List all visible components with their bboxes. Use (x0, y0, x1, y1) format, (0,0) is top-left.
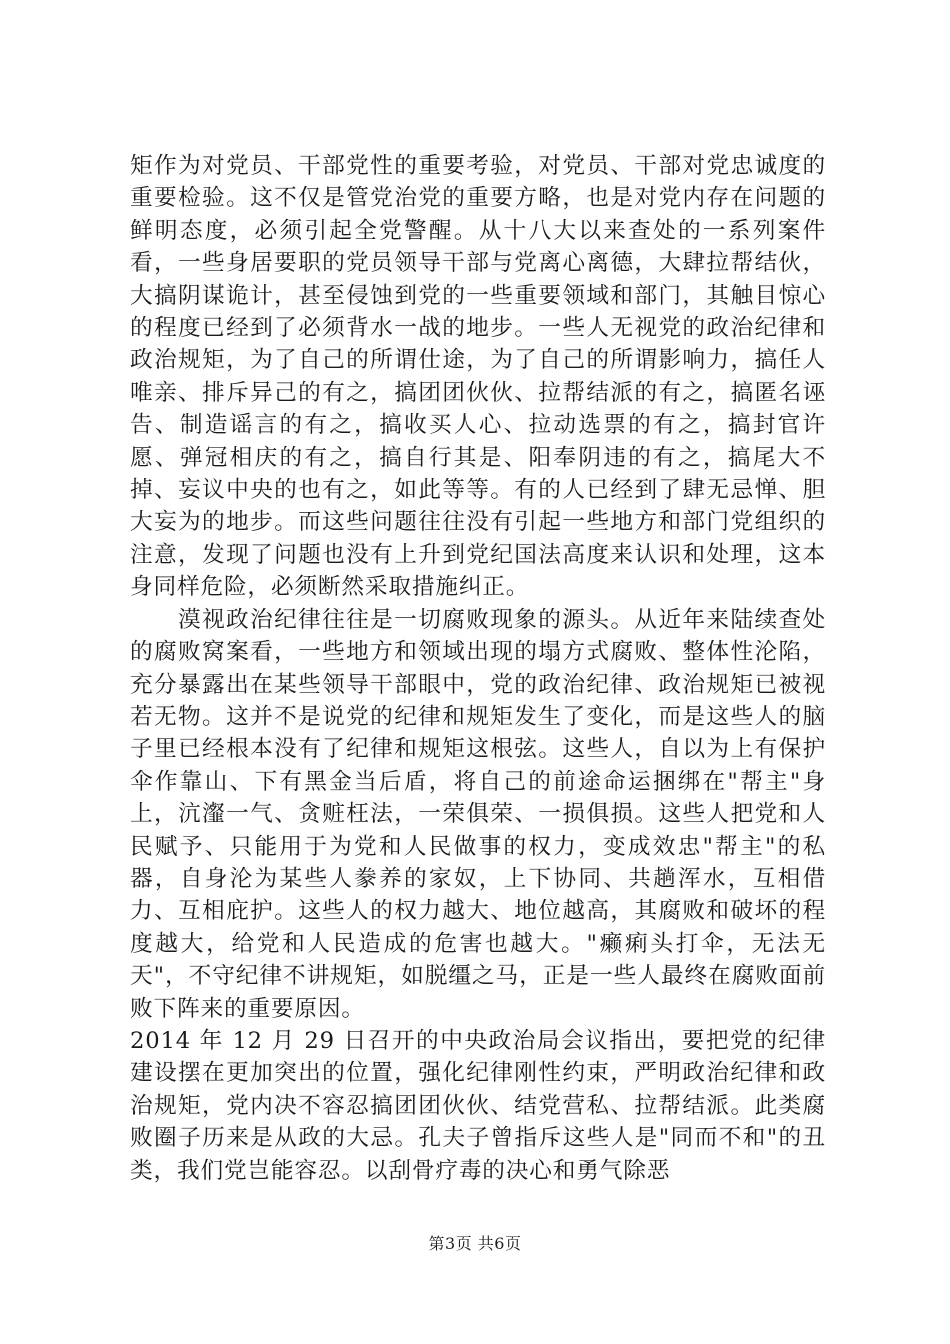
document-body (130, 150, 826, 1187)
paragraph-dated: 2014 年 12 月 29 日召开的中央政治局会议指出，要把党的纪律建设摆在更加突出的位置，强化纪律刚性约束，严明政治纪律和政治规矩，党内决不容忍搞团团伙伙、结党营私、拉帮结派。此类腐败圈子历来是从政的大忌。孔夫子曾指斥这些人是"同而不和"的丑类，我们党岂能容忍。以刮骨疗毒的决心和勇气除恶 (130, 1027, 826, 1184)
paragraph: 漠视政治纪律往往是一切腐败现象的源头。从近年来陆续查处的腐败窝案看，一些地方和领域出现的塌方式腐败、整体性沦陷，充分暴露出在某些领导干部眼中，党的政治纪律、政治规矩已被视若无物。这并不是说党的纪律和规矩发生了变化，而是这些人的脑子里已经根本没有了纪律和规矩这根弦。这些人，自以为上有保护伞作靠山、下有黑金当后盾，将自己的前途命运捆绑在"帮主"身上，沆瀣一气、贪赃枉法，一荣俱荣、一损俱损。这些人把党和人民赋予、只能用于为党和人民做事的权力，变成效忠"帮主"的私器，自身沦为某些人豢养的家奴，上下协同、共趟浑水，互相借力、互相庇护。这些人的权力越大、地位越高，其腐败和破坏的程度越大，给党和人民造成的危害也越大。"癞痢头打伞，无法无天"，不守纪律不讲规矩，如脱缰之马，正是一些人最终在腐败面前败下阵来的重要原因。 (130, 606, 826, 1022)
page-footer: 第3页 共6页 (428, 1234, 522, 1253)
paragraph-continued: 矩作为对党员、干部党性的重要考验，对党员、干部对党忠诚度的重要检验。这不仅是管党治党的重要方略，也是对党内存在问题的鲜明态度，必须引起全党警醒。从十八大以来查处的一系列案件看，一些身居要职的党员领导干部与党离心离德，大肆拉帮结伙，大搞阴谋诡计，甚至侵蚀到党的一些重要领域和部门，其触目惊心的程度已经到了必须背水一战的地步。一些人无视党的政治纪律和政治规矩，为了自己的所谓仕途，为了自己的所谓影响力，搞任人唯亲、排斥异己的有之，搞团团伙伙、拉帮结派的有之，搞匿名诬告、制造谣言的有之，搞收买人心、拉动选票的有之，搞封官许愿、弹冠相庆的有之，搞自行其是、阳奉阴违的有之，搞尾大不掉、妄议中央的也有之，如此等等。有的人已经到了肆无忌惮、胆大妄为的地步。而这些问题往往没有引起一些地方和部门党组织的注意，发现了问题也没有上升到党纪国法高度来认识和处理，这本身同样危险，必须断然采取措施纠正。 (130, 153, 826, 601)
